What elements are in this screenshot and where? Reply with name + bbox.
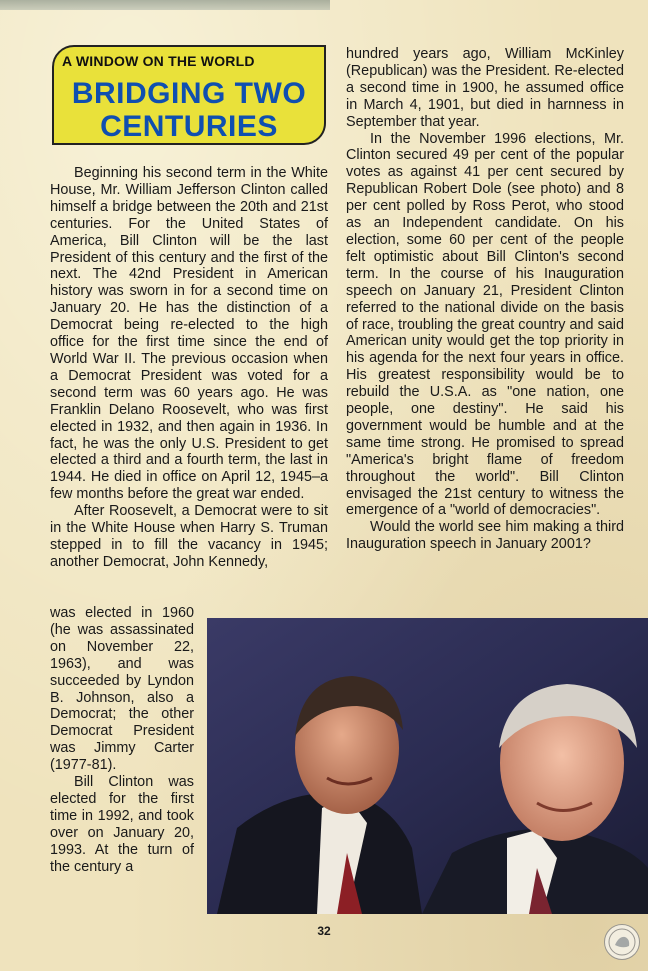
paragraph-5: Would the world see him making a third Inauguration speech in January 2001? [346,519,624,553]
article-headline [54,77,324,143]
article-header-box [52,45,326,145]
left-column [50,165,328,571]
paragraph-2: After Roosevelt, a Democrat were to sit in the White House when Harry S. Truman stepped in to fill the vacancy in 1945; another Democrat, John Kennedy, [50,503,328,570]
top-rule [0,0,330,10]
stamp-glyph-icon [605,925,639,959]
section-kicker: A WINDOW ON THE WORLD [62,53,255,69]
headline-line-1: BRIDGING TWO [71,77,307,110]
paragraph-1: Beginning his second term in the White House, Mr. William Jefferson Clinton called himself a bridge between the 20th and 21st centuries. For the United States of America, Bill Clinton will be the last President of this century and the first of the next. The 42nd President in American history was sworn in for a second time on January 20. He has the distinction of a Democrat being re-elected to the high office for the first time since the end of World War II. The previous occasion when a Democrat President was voted for a second term was 60 years ago. He was Franklin Delano Roosevelt, who was first elected in 1932, and then again in 1936. In fact, he was the only U.S. President to get elected a third and a fourth term, the last in 1944. He died in office on April 12, 1945–a few months before the great war ended. [50,165,328,503]
paragraph-2-continued: was elected in 1960 (he was assassinated on November 22, 1963), and was succeeded by Lyndon B. Johnson, also a Democrat; the other Democrat President was Jimmy Carter (1977-81). [50,605,194,774]
paragraph-4: In the November 1996 elections, Mr. Clinton secured 49 per cent of the popular votes as against 41 per cent secured by Republican Robert Dole (see photo) and 8 per cent polled by Ross Perot, who stood as an Independent candidate. On his election, some 60 per cent of the people felt optimistic about Bill Clinton's second term. In the course of his Inauguration speech on January 21, President Clinton referred to the national divide on the basis of race, troubling the great country and said American unity would get the top priority in his agenda for the next four years in office. His greatest responsibility would be to rebuild the U.S.A. as "one nation, one people, one destiny". He said his government would be humble and at the same time strong. He promised to spread "America's bright flame of freedom throughout the world". Bill Clinton envisaged the 21st century to witness the emergence of a "world of democracies". [346,130,624,519]
page-number: 32 [317,924,331,938]
right-column [346,46,624,553]
headline-line-2: CENTURIES [100,110,278,143]
photo-dole-clinton [207,618,648,914]
paragraph-3-continued: hundred years ago, William McKinley (Republican) was the President. Re-elected a second time in 1900, he assumed office in March 4, 1901, but died in harnness in September that year. [346,46,624,130]
seal-stamp-icon [604,924,640,960]
photo-illustration [207,618,648,914]
left-narrow-column [50,605,194,876]
paragraph-3: Bill Clinton was elected for the first time in 1992, and took over on January 20, 1993. At the turn of the century a [50,774,194,875]
